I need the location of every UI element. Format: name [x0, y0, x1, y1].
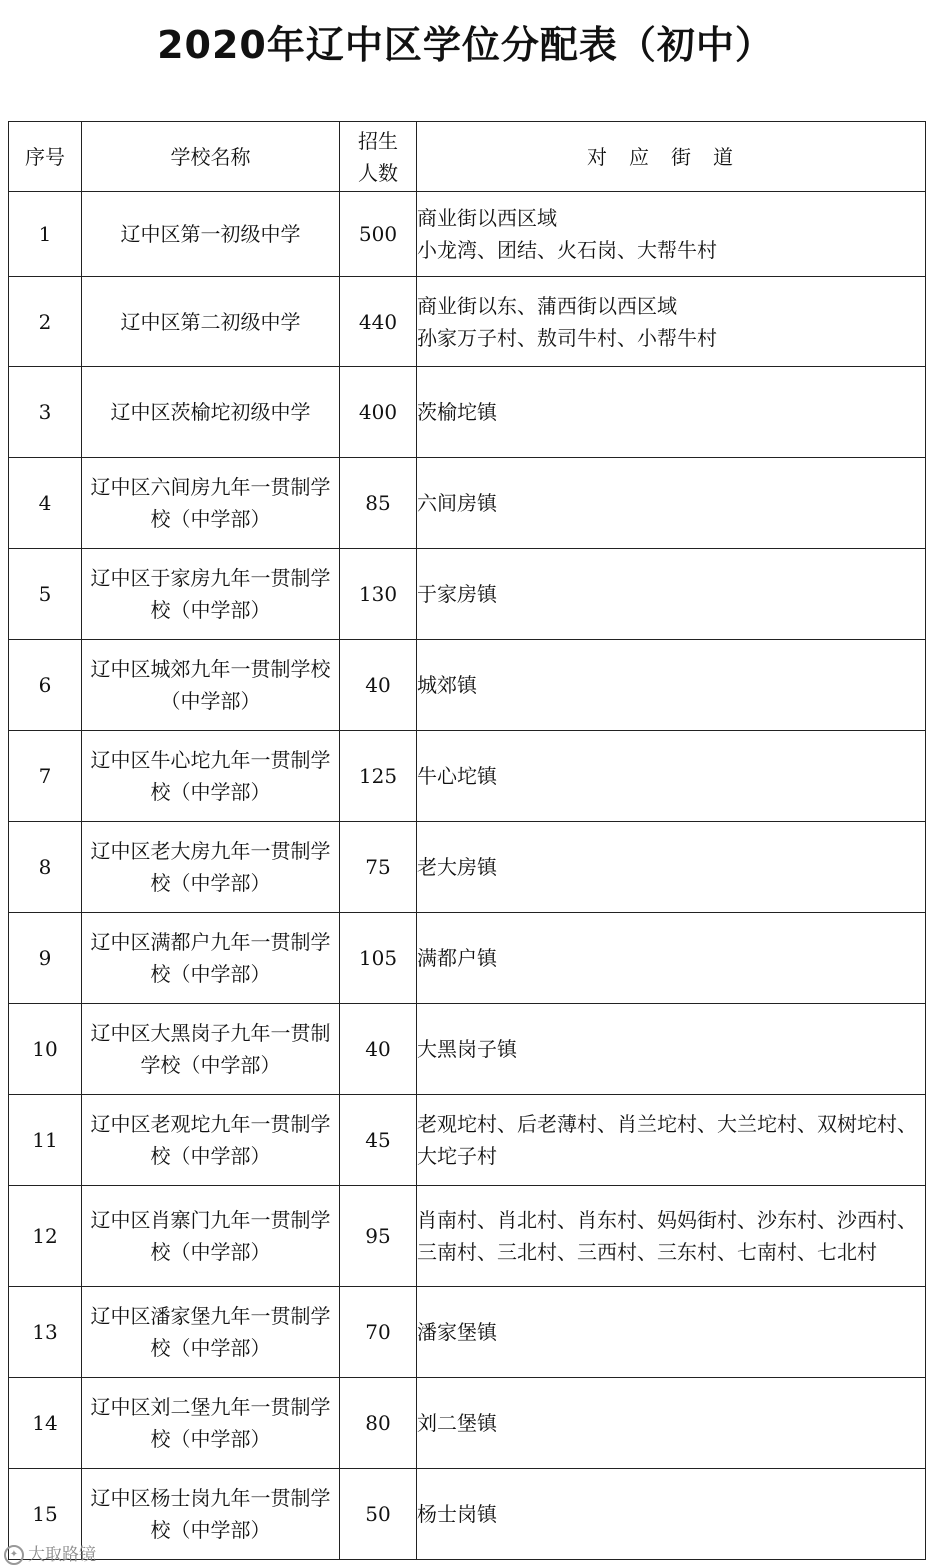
- cell-quota: 40: [340, 1004, 417, 1095]
- cell-quota: 400: [340, 367, 417, 458]
- cell-index: 4: [9, 458, 82, 549]
- area-line: 杨士岗镇: [417, 1502, 497, 1526]
- cell-index: 1: [9, 192, 82, 277]
- watermark: [4, 1540, 96, 1565]
- table-row: [9, 731, 926, 822]
- column-header-index: 序号: [9, 122, 82, 192]
- cell-quota: 50: [340, 1469, 417, 1560]
- cell-area: [417, 1469, 926, 1560]
- allocation-table: [8, 121, 926, 1560]
- cell-area: [417, 1004, 926, 1095]
- cell-area: [417, 822, 926, 913]
- table-row: [9, 549, 926, 640]
- table-row: [9, 1469, 926, 1560]
- table-row: [9, 640, 926, 731]
- cell-school: 辽中区刘二堡九年一贯制学校（中学部）: [82, 1378, 340, 1469]
- area-line: 老观坨村、后老薄村、肖兰坨村、大兰坨村、双树坨村、大坨子村: [417, 1112, 917, 1168]
- table-body: [9, 192, 926, 1560]
- area-line: 于家房镇: [417, 582, 497, 606]
- cell-index: 14: [9, 1378, 82, 1469]
- area-line: 孙家万子村、敖司牛村、小帮牛村: [417, 325, 717, 350]
- column-header-area: 对应街道: [417, 122, 926, 192]
- cell-quota: 500: [340, 192, 417, 277]
- cell-school: 辽中区老大房九年一贯制学校（中学部）: [82, 822, 340, 913]
- cell-area: [417, 1287, 926, 1378]
- cell-quota: 95: [340, 1186, 417, 1287]
- cell-area: [417, 549, 926, 640]
- cell-quota: 130: [340, 549, 417, 640]
- cell-area: [417, 1095, 926, 1186]
- table-row: [9, 458, 926, 549]
- area-line: 大黑岗子镇: [417, 1037, 517, 1061]
- cell-school: 辽中区杨士岗九年一贯制学校（中学部）: [82, 1469, 340, 1560]
- table-header-row: [9, 122, 926, 192]
- table-row: [9, 192, 926, 277]
- cell-index: 11: [9, 1095, 82, 1186]
- cell-school: 辽中区茨榆坨初级中学: [82, 367, 340, 458]
- area-line: 茨榆坨镇: [417, 400, 497, 424]
- cell-area: [417, 913, 926, 1004]
- cell-school: 辽中区大黑岗子九年一贯制学校（中学部）: [82, 1004, 340, 1095]
- table-row: [9, 1004, 926, 1095]
- area-line: 潘家堡镇: [417, 1320, 497, 1344]
- cell-school: 辽中区潘家堡九年一贯制学校（中学部）: [82, 1287, 340, 1378]
- area-line: 城郊镇: [417, 673, 477, 697]
- cell-quota: 45: [340, 1095, 417, 1186]
- column-header-quota-line2: 人数: [358, 160, 398, 185]
- table-row: [9, 367, 926, 458]
- table-row: [9, 1287, 926, 1378]
- cell-area: [417, 277, 926, 367]
- area-line: 商业街以西区域: [417, 206, 557, 230]
- cell-area: [417, 731, 926, 822]
- table-row: [9, 1186, 926, 1287]
- area-line: 老大房镇: [417, 855, 497, 879]
- table-row: [9, 1378, 926, 1469]
- area-line: 肖南村、肖北村、肖东村、妈妈街村、沙东村、沙西村、三南村、三北村、三西村、三东村、七南村、七北村: [417, 1208, 917, 1264]
- column-header-school: 学校名称: [82, 122, 340, 192]
- cell-area: [417, 1378, 926, 1469]
- cell-area: [417, 367, 926, 458]
- cell-index: 15: [9, 1469, 82, 1560]
- cell-school: 辽中区第二初级中学: [82, 277, 340, 367]
- cell-quota: 75: [340, 822, 417, 913]
- cell-school: 辽中区牛心坨九年一贯制学校（中学部）: [82, 731, 340, 822]
- cell-school: 辽中区满都户九年一贯制学校（中学部）: [82, 913, 340, 1004]
- cell-school: 辽中区第一初级中学: [82, 192, 340, 277]
- cell-area: [417, 458, 926, 549]
- area-line: 满都户镇: [417, 946, 497, 970]
- cell-index: 13: [9, 1287, 82, 1378]
- cell-school: 辽中区肖寨门九年一贯制学校（中学部）: [82, 1186, 340, 1287]
- cell-index: 9: [9, 913, 82, 1004]
- cell-index: 3: [9, 367, 82, 458]
- cell-quota: 70: [340, 1287, 417, 1378]
- cell-index: 8: [9, 822, 82, 913]
- area-line: 六间房镇: [417, 491, 497, 515]
- page-title: 2020年辽中区学位分配表（初中）: [157, 23, 774, 67]
- cell-quota: 80: [340, 1378, 417, 1469]
- table-row: [9, 277, 926, 367]
- column-header-quota: [340, 122, 417, 192]
- cell-area: [417, 192, 926, 277]
- cell-school: 辽中区老观坨九年一贯制学校（中学部）: [82, 1095, 340, 1186]
- cell-index: 2: [9, 277, 82, 367]
- cell-school: 辽中区城郊九年一贯制学校（中学部）: [82, 640, 340, 731]
- area-line: 牛心坨镇: [417, 764, 497, 788]
- cell-area: [417, 1186, 926, 1287]
- cell-index: 10: [9, 1004, 82, 1095]
- cell-school: 辽中区于家房九年一贯制学校（中学部）: [82, 549, 340, 640]
- column-header-quota-line1: 招生: [358, 128, 398, 153]
- area-line: 刘二堡镇: [417, 1411, 497, 1435]
- table-row: [9, 913, 926, 1004]
- cell-area: [417, 640, 926, 731]
- table-row: [9, 1095, 926, 1186]
- area-line: 商业街以东、蒲西街以西区域: [417, 293, 677, 318]
- cell-quota: 40: [340, 640, 417, 731]
- cell-index: 5: [9, 549, 82, 640]
- cell-index: 7: [9, 731, 82, 822]
- cell-school: 辽中区六间房九年一贯制学校（中学部）: [82, 458, 340, 549]
- cell-quota: 85: [340, 458, 417, 549]
- cell-quota: 440: [340, 277, 417, 367]
- cell-quota: 105: [340, 913, 417, 1004]
- table-row: [9, 822, 926, 913]
- watermark-text: 大取路镜: [28, 1545, 96, 1565]
- cell-index: 12: [9, 1186, 82, 1287]
- cell-quota: 125: [340, 731, 417, 822]
- wechat-icon: ✦: [4, 1545, 24, 1565]
- area-line: 小龙湾、团结、火石岗、大帮牛村: [417, 238, 717, 262]
- cell-index: 6: [9, 640, 82, 731]
